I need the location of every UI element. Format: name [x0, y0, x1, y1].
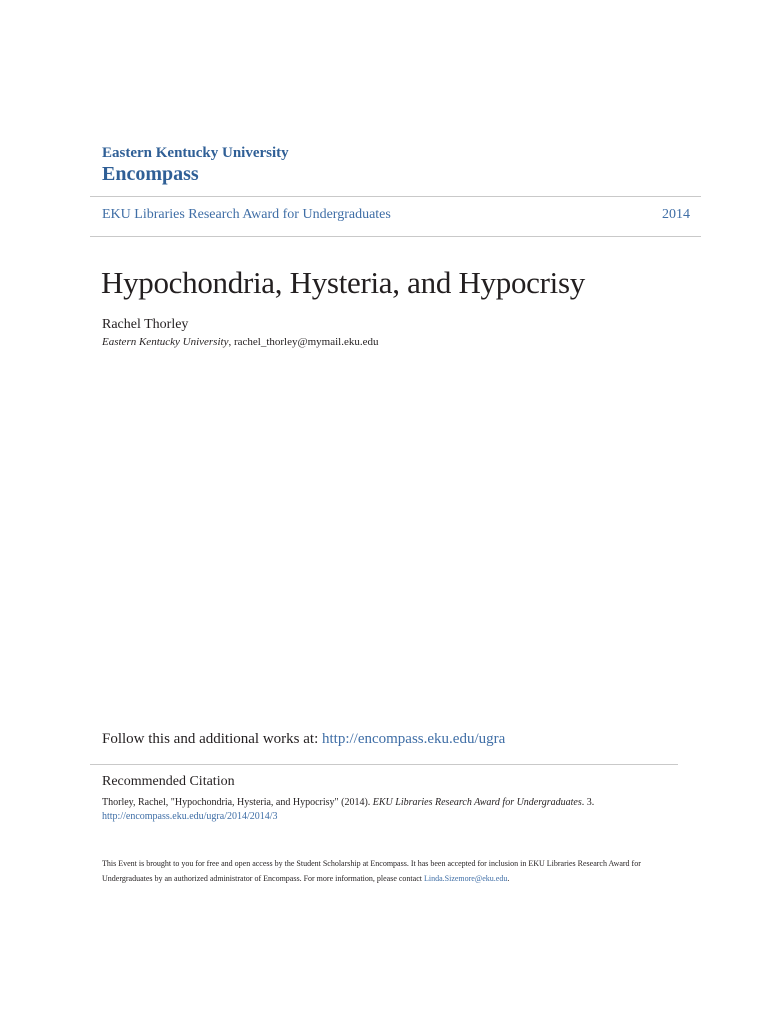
author-email: rachel_thorley@mymail.eku.edu — [233, 336, 379, 348]
follow-line — [102, 731, 505, 748]
citation-end: . 3. — [581, 797, 595, 808]
notice-text: This Event is brought to you for free and open access by the Student Scholarship at Encompass. It has been accepted for inclusion in EKU Libraries Research Award for Undergraduates by an authorized administrator of Encompass. For more information, please contact — [102, 859, 641, 883]
citation-text: Thorley, Rachel, "Hypochondria, Hysteria, and Hypocrisy" (2014). — [102, 797, 373, 808]
follow-url-link[interactable]: http://encompass.eku.edu/ugra — [321, 731, 506, 747]
divider-citation — [90, 764, 678, 765]
series-link[interactable]: EKU Libraries Research Award for Undergraduates — [102, 207, 391, 222]
citation-block — [102, 796, 662, 824]
access-notice — [102, 856, 672, 886]
repository-name[interactable]: Encompass — [102, 163, 199, 185]
notice-end: . — [507, 874, 510, 883]
article-title: Hypochondria, Hysteria, and Hypocrisy — [101, 265, 585, 300]
divider-top — [90, 196, 701, 197]
institution-name[interactable]: Eastern Kentucky University — [102, 145, 289, 161]
author-name: Rachel Thorley — [102, 317, 189, 332]
author-affiliation — [102, 336, 379, 348]
series-year-link[interactable]: 2014 — [662, 207, 690, 222]
affiliation-separator: , — [228, 336, 234, 348]
affiliation-name: Eastern Kentucky University — [102, 336, 229, 348]
divider-series — [90, 236, 701, 237]
institution-block — [102, 145, 289, 186]
citation-source: EKU Libraries Research Award for Undergraduates — [372, 797, 582, 808]
contact-email-link[interactable]: Linda.Sizemore@eku.edu — [423, 874, 508, 883]
citation-url-link[interactable]: http://encompass.eku.edu/ugra/2014/2014/3 — [102, 811, 278, 822]
series-row — [102, 207, 690, 223]
citation-heading: Recommended Citation — [102, 774, 235, 789]
follow-label: Follow this and additional works at: — [102, 731, 322, 747]
